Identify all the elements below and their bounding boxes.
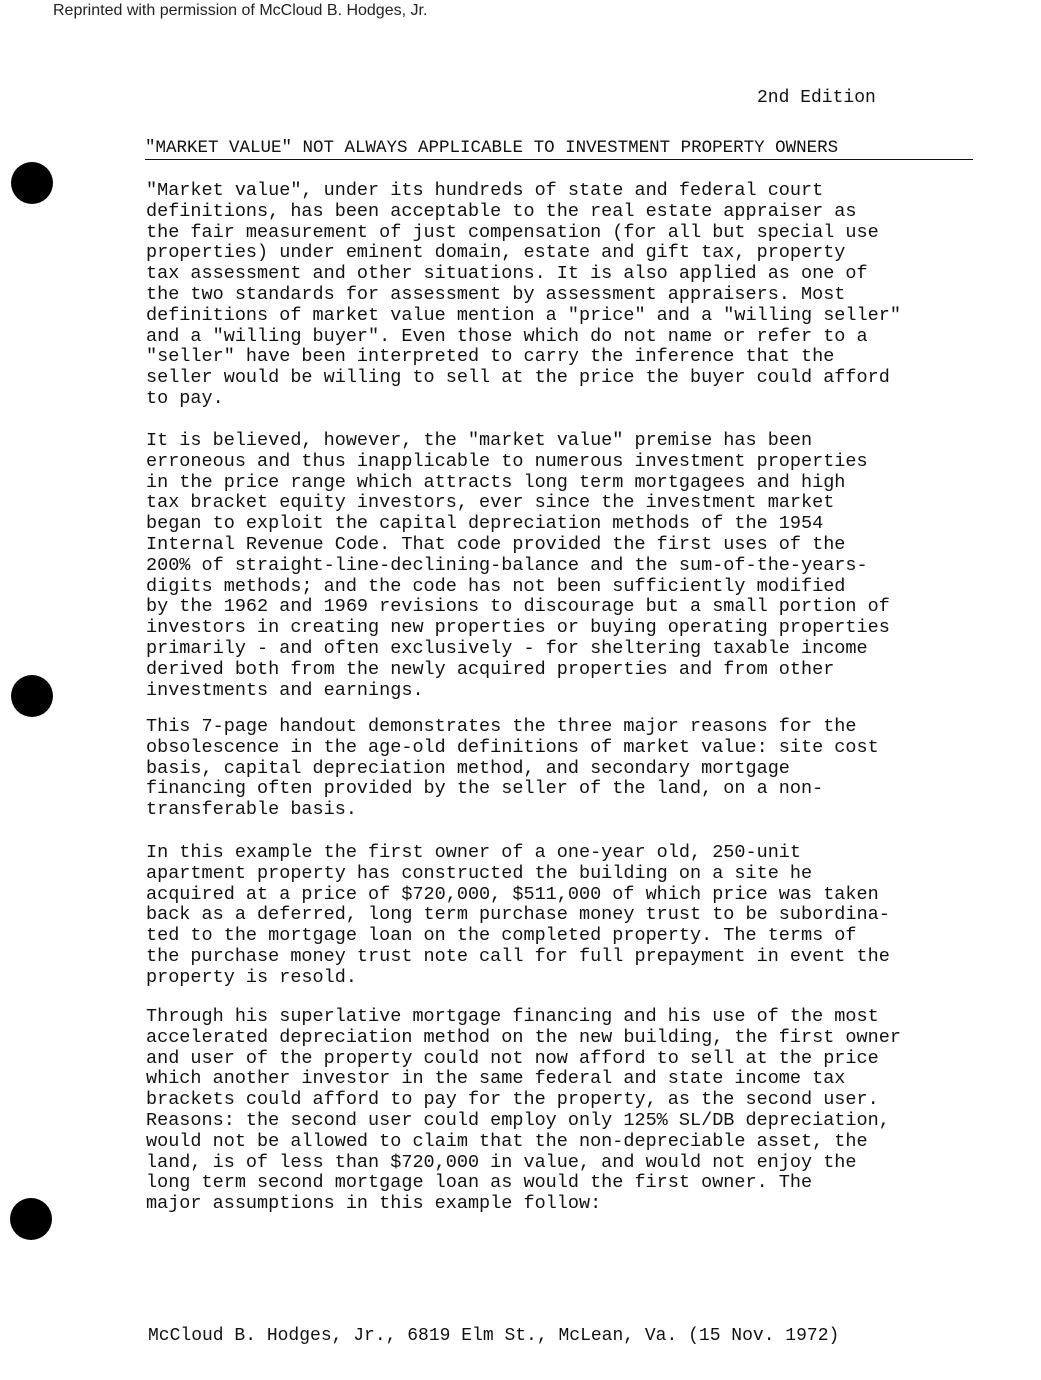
footer-attribution: McCloud B. Hodges, Jr., 6819 Elm St., McLean, Va. (15 Nov. 1972)	[148, 1326, 840, 1346]
paragraph-market-value-definition: "Market value", under its hundreds of state and federal court definitions, has been acceptable to the real estate appraiser as the fair measurement of just compensation (for all but special use properties) under eminent domain, estate and gift tax, property tax assessment and other situations. It is also applied as one of the two standards for assessment by assessment appraisers. Most definitions of market value mention a "price" and a "willing seller" and a "willing buyer". Even those which do not name or refer to a "seller" have been interpreted to carry the inference that the seller would be willing to sell at the price the buyer could afford to pay.	[146, 180, 901, 409]
reprint-note: Reprinted with permission of McCloud B. Hodges, Jr.	[53, 2, 428, 19]
paragraph-handout-purpose: This 7-page handout demonstrates the three major reasons for the obsolescence in the age-old definitions of market value: site cost basis, capital depreciation method, and secondary mortgage financing often provided by the seller of the land, on a non- transferable basis.	[146, 716, 879, 821]
paragraph-example: In this example the first owner of a one-year old, 250-unit apartment property has constructed the building on a site he acquired at a price of $720,000, $511,000 of which price was taken back as a deferred, long term purchase money trust to be subordina- ted to the mortgage loan on the completed property. The terms of the purchase money trust note call for full prepayment in event the property is resold.	[146, 842, 890, 988]
paragraph-financing-reasons: Through his superlative mortgage financing and his use of the most accelerated depreciation method on the new building, the first owner and user of the property could not now afford to sell at the price which another investor in the same federal and state income tax brackets could afford to pay for the property, as the second user. Reasons: the second user could employ only 125% SL/DB depreciation, would not be allowed to claim that the non-depreciable asset, the land, is of less than $720,000 in value, and would not enjoy the long term second mortgage loan as would the first owner. The major assumptions in this example follow:	[146, 1006, 901, 1215]
edition-label: 2nd Edition	[757, 88, 876, 108]
punch-hole-top	[11, 162, 53, 204]
paragraph-erroneous-premise: It is believed, however, the "market value" premise has been erroneous and thus inapplicable to numerous investment properties in the price range which attracts long term mortgagees and high tax bracket equity investors, ever since the investment market began to exploit the capital depreciation methods of the 1954 Internal Revenue Code. That code provided the first uses of the 200% of straight-line-declining-balance and the sum-of-the-years- digits methods; and the code has not been sufficiently modified by the 1962 and 1969 revisions to discourage but a small portion of investors in creating new properties or buying operating properties primarily - and often exclusively - for sheltering taxable income derived both from the newly acquired properties and from other investments and earnings.	[146, 430, 890, 701]
document-title: "MARKET VALUE" NOT ALWAYS APPLICABLE TO INVESTMENT PROPERTY OWNERS	[145, 138, 973, 160]
punch-hole-bottom	[10, 1198, 52, 1240]
punch-hole-middle	[11, 675, 53, 717]
